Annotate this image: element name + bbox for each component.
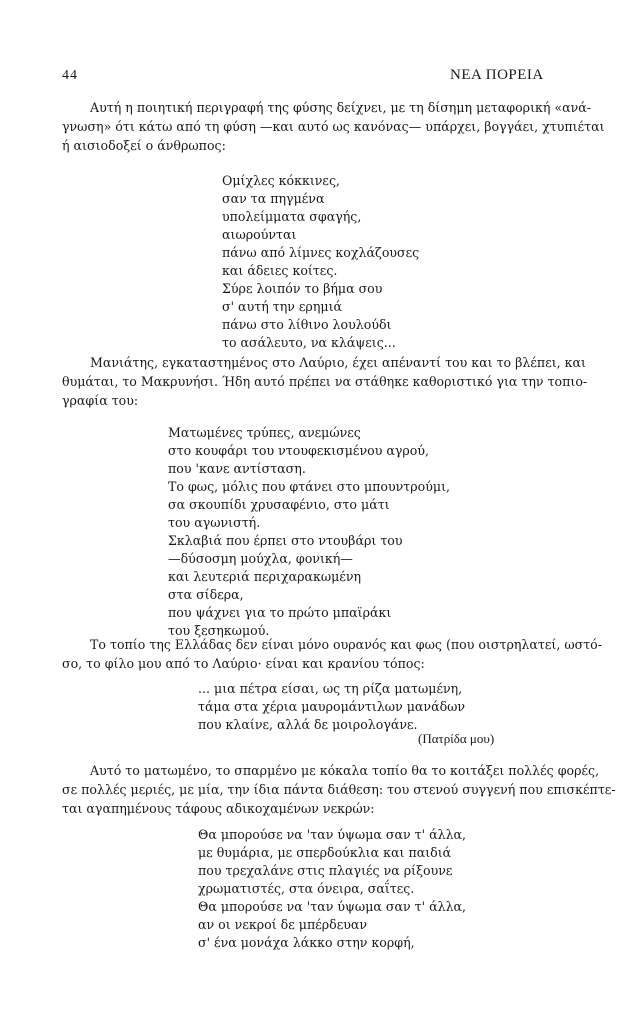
poem-line: ... μια πέτρα είσαι, ως τη ρίζα ματωμένη, [198,681,463,696]
poem-line: σ' ένα μονάχα λάκκο στην κορφή, [198,935,415,950]
poem-line: Θα μπορούσε να 'ταν ύψωμα σαν τ' άλλα, [198,899,467,914]
poem-line: και λευτεριά περιχαρακωμένη [168,569,362,584]
poem-line: που τρεχαλάνε στις πλαγιές να ρίξουνε [198,863,453,878]
paragraph-3 [62,635,603,673]
poem-line: Ματωμένες τρύπες, ανεμώνες [168,425,361,440]
poem-line: σ' αυτή την ερημιά [222,299,343,314]
text-line: ή αισιοδοξεί ο άνθρωπος: [62,138,226,153]
poem-line: Ομίχλες κόκκινες, [222,173,341,188]
poem-line: σα σκουπίδι χρυσαφένιο, στο μάτι [168,497,390,512]
text-line: σο, το φίλο μου από το Λαύριο· είναι και κρανίου τόπος: [62,656,425,671]
poem-line: με θυμάρια, με σπερδούκλια και παιδιά [198,845,452,860]
text-line: Μανιάτης, εγκαταστημένος στο Λαύριο, έχει απέναντί του και το βλέπει, και [90,355,586,370]
paragraph-2 [62,353,588,410]
poem-line: το ασάλευτο, να κλάψεις... [222,335,396,350]
poem-line: στο κουφάρι του ντουφεκισμένου αγρού, [168,443,430,458]
poem-line: —δύσοσμη μούχλα, φονική— [168,551,353,566]
text-line: γραφία του: [62,393,139,408]
running-header: ΝΕΑ ΠΟΡΕΙΑ [450,67,544,83]
poem-stanza-4 [198,826,466,952]
text-line: θυμάται, το Μακρυνήσι. Ήδη αυτό πρέπει να στάθηκε καθοριστικό για την τοπιο- [62,374,588,389]
poem-stanza-2 [168,424,450,640]
poem-line: Σκλαβιά που έρπει στο ντουβάρι του [168,533,403,548]
poem-line: που 'κανε αντίσταση. [168,461,306,476]
poem-line: Θα μπορούσε να 'ταν ύψωμα σαν τ' άλλα, [198,827,467,842]
poem-line: Σύρε λοιπόν το βήμα σου [222,281,383,296]
poem-line: τάμα στα χέρια μαυρομάντιλων μανάδων [198,699,466,714]
poem-line: σαν τα πηγμένα [222,191,325,206]
poem-line: πάνω στο λίθινο λουλούδι [222,317,392,332]
text-line: σε πολλές μεριές, με μία, την ίδια πάντα διάθεση: του στενού συγγενή που επισκέπτε- [62,782,616,797]
poem-stanza-1 [222,172,419,352]
text-line: ται αγαπημένους τάφους αδικοχαμένων νεκρών: [62,801,375,816]
text-line: Αυτή η ποιητική περιγραφή της φύσης δείχνει, με τη δίσημη μεταφορική «ανά- [90,100,592,115]
poem-line: πάνω από λίμνες κοχλάζουσες [222,245,420,260]
text-line: Το τοπίο της Ελλάδας δεν είναι μόνο ουρανός και φως (που οιστρηλατεί, ωστό- [90,637,603,652]
poem-line: αιωρούνται [222,227,297,242]
poem-line: χρωματιστές, στα όνειρα, σαΐτες. [198,881,415,896]
poem-stanza-3 [198,680,465,734]
text-line: γνωση» ότι κάτω από τη φύση —και αυτό ως κανόνας— υπάρχει, βογγάει, χτυπιέται [62,119,605,134]
poem-line: του ξεσηκωμού. [168,623,270,638]
paragraph-1 [62,98,605,155]
page-number: 44 [62,68,78,83]
paragraph-4 [62,761,616,818]
poem-line: και άδειες κοίτες. [222,263,338,278]
poem-line: του αγωνιστή. [168,515,261,530]
poem-line: που κλαίνε, αλλά δε μοιρολογάνε. [198,717,418,732]
poem-line: στα σίδερα, [168,587,244,602]
poem-line: που ψάχνει για το πρώτο μπαϊράκι [168,605,392,620]
poem-source-attribution: (Πατρίδα μου) [418,731,495,746]
poem-line: υπολείμματα σφαγής, [222,209,362,224]
poem-line: Το φως, μόλις που φτάνει στο μπουντρούμι, [168,479,451,494]
text-line: Αυτό το ματωμένο, το σπαρμένο με κόκαλα τοπίο θα το κοιτάξει πολλές φορές, [90,763,600,778]
poem-line: αν οι νεκροί δε μπέρδευαν [198,917,368,932]
